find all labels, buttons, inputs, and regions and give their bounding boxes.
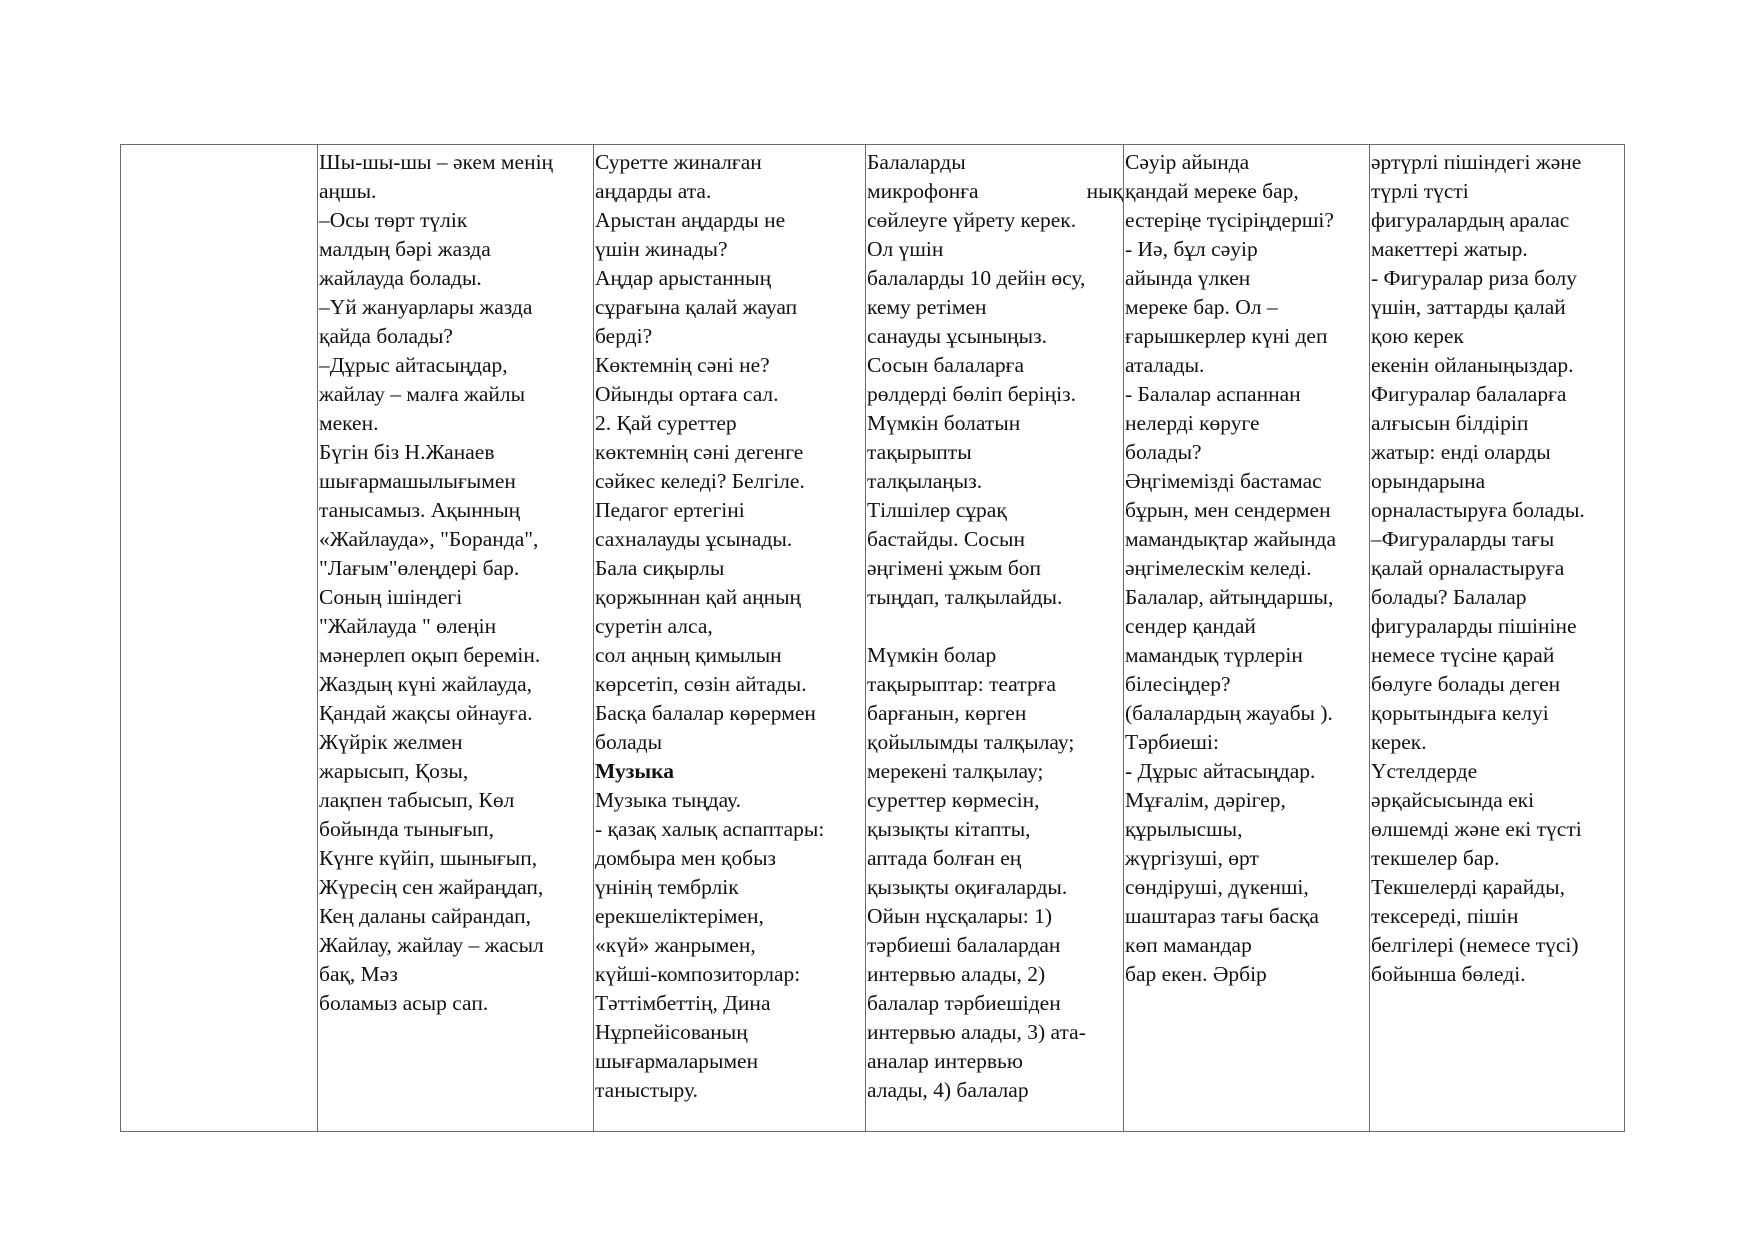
text-line: "Жайлауда " өлеңін	[319, 614, 497, 638]
text-line: тақырыптар: театрға	[867, 672, 1057, 696]
text-line: Соның ішіндегі	[319, 585, 463, 609]
text-line: жатыр: енді оларды	[1371, 440, 1551, 464]
text-line: сахналауды ұсынады.	[595, 527, 793, 551]
text-line: ғарышкерлер күні деп	[1125, 324, 1328, 348]
text-line: Жүйрік желмен	[319, 730, 463, 754]
text-line: бойынша бөледі.	[1371, 962, 1526, 986]
text-line-part: микрофонға	[867, 179, 979, 203]
text-line: Тілшілер сұрақ	[867, 498, 1007, 522]
text-line: орындарына	[1371, 469, 1486, 493]
text-line: үшін, заттарды қалай	[1371, 295, 1566, 319]
text-line: айында үлкен	[1125, 266, 1251, 290]
text-line: - Иә, бұл сәуір	[1125, 237, 1258, 261]
text-line: шығармаларымен	[595, 1049, 759, 1073]
text-line: нелерді көруге	[1125, 411, 1260, 435]
text-line: шаштараз тағы басқа	[1125, 904, 1319, 928]
text-line: талқылаңыз.	[867, 469, 983, 493]
text-line: таныстыру.	[595, 1078, 698, 1102]
text-line: мереке бар. Ол –	[1125, 295, 1278, 319]
text-line: "Лағым"өлеңдері бар.	[319, 556, 520, 580]
text-line: көктемнің сәні дегенге	[595, 440, 804, 464]
text-line: Музыка тыңдау.	[595, 788, 742, 812]
text-line: болады	[595, 730, 663, 754]
text-line: –Осы төрт түлік	[319, 208, 468, 232]
text-line: Күнге күйіп, шынығып,	[319, 846, 538, 870]
text-line: Мүмкін болатын	[867, 411, 1021, 435]
table-row	[121, 145, 1625, 1132]
text-line: Сәуір айында	[1125, 150, 1250, 174]
text-line: Жүресің сен жайраңдап,	[319, 875, 544, 899]
text-line: тексереді, пішін	[1371, 904, 1519, 928]
text-line: «күй» жанрымен,	[595, 933, 756, 957]
text-line: екенін ойланыңыздар.	[1371, 353, 1574, 377]
text-line: бұрын, мен сендермен	[1125, 498, 1331, 522]
text-line: фигураларды пішініне	[1371, 614, 1577, 638]
text-line: - қазақ халық аспаптары:	[595, 817, 825, 841]
text-line: –Фигураларды тағы	[1371, 527, 1555, 551]
text-line: 2. Қай суреттер	[595, 411, 737, 435]
text-line: Әңгімемізді бастамас	[1125, 469, 1322, 493]
text-line: әңгімелескім келеді.	[1125, 556, 1312, 580]
text-line: жарысып, Қозы,	[319, 759, 469, 783]
text-line: сендер қандай	[1125, 614, 1256, 638]
text-line: болады? Балалар	[1371, 585, 1527, 609]
text-line: көрсетіп, сөзін айтады.	[595, 672, 807, 696]
text-line: әртүрлі пішіндегі және	[1371, 150, 1582, 174]
text-line: мәнерлеп оқып беремін.	[319, 643, 541, 667]
text-line: мамандықтар жайында	[1125, 527, 1337, 551]
text-line: домбыра мен қобыз	[595, 846, 777, 870]
text-line: аңшы.	[319, 179, 377, 203]
text-line: Жайлау, жайлау – жасыл	[319, 933, 544, 957]
text-line: қою керек	[1371, 324, 1464, 348]
text-line: мекен.	[319, 411, 379, 435]
text-line: жайлау – малға жайлы	[319, 382, 526, 406]
text-line	[867, 612, 1123, 641]
text-line: Үстелдерде	[1371, 759, 1478, 783]
text-line: түрлі түсті	[1371, 179, 1469, 203]
text-line: сұрағына қалай жауап	[595, 295, 798, 319]
text-line: мамандық түрлерін	[1125, 643, 1303, 667]
text-line: лақпен табысып, Көл	[319, 788, 515, 812]
text-line: кему ретімен	[867, 295, 987, 319]
text-line: қоржыннан қай аңның	[595, 585, 802, 609]
text-line: боламыз асыр сап.	[319, 991, 489, 1015]
text-line: Балаларды	[867, 150, 966, 174]
text-line: алғысын білдіріп	[1371, 411, 1529, 435]
text-line: қалай орналастыруға	[1371, 556, 1565, 580]
text-line: үшін жинады?	[595, 237, 728, 261]
text-line: алады, 4) балалар	[867, 1078, 1029, 1102]
text-line: мерекені талқылау;	[867, 759, 1044, 783]
text-line: балаларды 10 дейін өсу,	[867, 266, 1086, 290]
text-line: санауды ұсыныңыз.	[867, 324, 1047, 348]
text-line: қызықты кітапты,	[867, 817, 1031, 841]
text-line: бойында тынығып,	[319, 817, 494, 841]
text-line: Ол үшін	[867, 237, 944, 261]
text-line: Сосын балаларға	[867, 353, 1025, 377]
text-line: әңгімені ұжым боп	[867, 556, 1042, 580]
text-line: Текшелерді қарайды,	[1371, 875, 1565, 899]
text-line: Жаздың күні жайлауда,	[319, 672, 533, 696]
text-line: аналар интервью	[867, 1049, 1023, 1073]
text-line: Тәттімбеттің, Дина	[595, 991, 771, 1015]
text-line	[867, 177, 1123, 206]
text-line: «Жайлауда», "Боранда",	[319, 527, 539, 551]
text-line: құрылысшы,	[1125, 817, 1243, 841]
text-line: Нұрпейісованың	[595, 1020, 748, 1044]
text-line: тыңдап, талқылайды.	[867, 585, 1063, 609]
text-line: керек.	[1371, 730, 1427, 754]
text-line: Ойын нұсқалары: 1)	[867, 904, 1053, 928]
text-line: болады?	[1125, 440, 1202, 464]
text-line: Фигуралар балаларға	[1371, 382, 1567, 406]
text-line: үнінің тембрлік	[595, 875, 739, 899]
text-line: аптада болған ең	[867, 846, 1022, 870]
text-line: Мүмкін болар	[867, 643, 997, 667]
text-line: жүргізуші, өрт	[1125, 846, 1259, 870]
text-line: тәрбиеші балалардан	[867, 933, 1061, 957]
text-line: қандай мереке бар,	[1125, 179, 1299, 203]
text-line: барғанын, көрген	[867, 701, 1027, 725]
text-line: қорытындыға келуі	[1371, 701, 1549, 725]
text-line: Тәрбиеші:	[1125, 730, 1219, 754]
text-line: суреттер көрмесін,	[867, 788, 1040, 812]
text-line: сөйлеуге үйрету керек.	[867, 208, 1077, 232]
text-line: Ойынды ортаға сал.	[595, 382, 779, 406]
text-line: көп мамандар	[1125, 933, 1252, 957]
text-line: –Үй жануарлары жазда	[319, 295, 533, 319]
text-line: рөлдерді бөліп беріңіз.	[867, 382, 1077, 406]
text-line: макеттері жатыр.	[1371, 237, 1528, 261]
text-line: - Балалар аспаннан	[1125, 382, 1301, 406]
text-line: (балалардың жауабы ).	[1125, 701, 1333, 725]
text-line: күйші-композиторлар:	[595, 962, 801, 986]
text-line: Кең даланы сайрандап,	[319, 904, 531, 928]
text-line: тақырыпты	[867, 440, 972, 464]
text-line: - Дұрыс айтасыңдар.	[1125, 759, 1316, 783]
text-line: фигуралардың аралас	[1371, 208, 1570, 232]
text-line: текшелер бар.	[1371, 846, 1500, 870]
text-line: аталады.	[1125, 353, 1205, 377]
text-line: Аңдар арыстанның	[595, 266, 772, 290]
text-line: Бала сиқырлы	[595, 556, 725, 580]
text-line: білесіңдер?	[1125, 672, 1231, 696]
text-line: бөлуге болады деген	[1371, 672, 1561, 696]
text-line: Арыстан аңдарды не	[595, 208, 786, 232]
text-line: бар екен. Әрбір	[1125, 962, 1267, 986]
text-line: берді?	[595, 324, 653, 348]
text-line: Шы-шы-шы – әкем менің	[319, 150, 554, 174]
text-line: әрқайсысында екі	[1371, 788, 1535, 812]
text-line: - Фигуралар риза болу	[1371, 266, 1578, 290]
text-line: өлшемді және екі түсті	[1371, 817, 1582, 841]
text-line: Мұғалім, дәрігер,	[1125, 788, 1286, 812]
table-cell-empty	[121, 145, 318, 1132]
text-line: Суретте жиналған	[595, 150, 762, 174]
text-line: Балалар, айтыңдаршы,	[1125, 585, 1334, 609]
text-line: немесе түсіне қарай	[1371, 643, 1555, 667]
text-line: балалар тәрбиешіден	[867, 991, 1061, 1015]
text-line: интервью алады, 3) ата-	[867, 1020, 1086, 1044]
text-line: сөндіруші, дүкенші,	[1125, 875, 1309, 899]
text-line: интервью алады, 2)	[867, 962, 1046, 986]
text-line: ерекшеліктерімен,	[595, 904, 764, 928]
text-line: Бүгін біз Н.Жанаев	[319, 440, 495, 464]
text-line: сол аңның қимылын	[595, 643, 782, 667]
text-line: сәйкес келеді? Белгіле.	[595, 469, 805, 493]
text-line: қойылымды талқылау;	[867, 730, 1075, 754]
text-line: –Дұрыс айтасыңдар,	[319, 353, 508, 377]
text-line: танысамыз. Ақынның	[319, 498, 521, 522]
table-cell-poem	[318, 145, 594, 1132]
text-line: белгілері (немесе түсі)	[1371, 933, 1579, 957]
table-cell-figures	[1370, 145, 1625, 1132]
table-cell-interview	[866, 145, 1124, 1132]
lesson-plan-table	[120, 144, 1625, 1132]
text-line: жайлауда болады.	[319, 266, 482, 290]
text-line: бастайды. Сосын	[867, 527, 1025, 551]
text-line: орналастыруға болады.	[1371, 498, 1585, 522]
text-line: Көктемнің сәні не?	[595, 353, 770, 377]
table-cell-professions	[1124, 145, 1370, 1132]
text-line: бақ, Мәз	[319, 962, 398, 986]
text-line: Педагог ертегіні	[595, 498, 745, 522]
text-line-part: нық	[1086, 179, 1123, 203]
text-line: қайда болады?	[319, 324, 453, 348]
text-line: малдың бәрі жазда	[319, 237, 491, 261]
text-line: суретін алса,	[595, 614, 713, 638]
text-line: естеріңе түсіріңдерші?	[1125, 208, 1334, 232]
text-line: қызықты оқиғаларды.	[867, 875, 1068, 899]
text-line: аңдарды ата.	[595, 179, 712, 203]
table-cell-animals-music	[594, 145, 866, 1132]
text-line: Қандай жақсы ойнауға.	[319, 701, 533, 725]
text-line: шығармашылығымен	[319, 469, 516, 493]
section-heading: Музыка	[595, 759, 674, 783]
text-line: Басқа балалар көрермен	[595, 701, 816, 725]
